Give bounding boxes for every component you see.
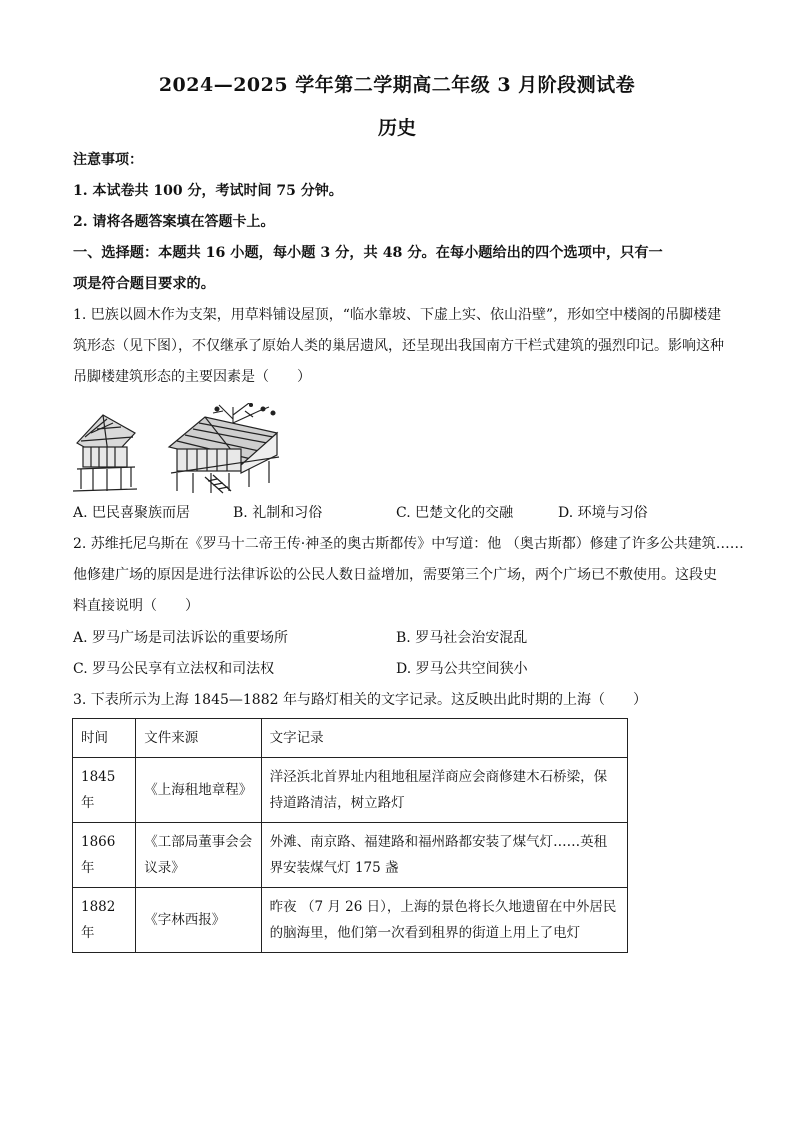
note-item-1: 1. 本试卷共 100 分，考试时间 75 分钟。 [73,183,343,199]
note-item-2: 2. 请将各题答案填在答题卡上。 [73,214,275,230]
table-cell-record: 昨夜 （7 月 26 日），上海的景色将长久地遗留在中外居民的脑海里，他们第一次看到租界的街道上用上了电灯 [261,888,627,953]
q2-stem-line-2: 他修建广场的原因是进行法律诉讼的公民人数日益增加，需要第三个广场，两个广场已不敷使用。这段史 [73,567,717,583]
q1-stem-line-3: 吊脚楼建筑形态的主要因素是（ ） [73,369,311,385]
exam-subject: 历史 [377,117,416,139]
q3-stem: 3. 下表所示为上海 1845—1882 年与路灯相关的文字记录。这反映出此时期的上海（ ） [73,692,647,708]
table-cell-source: 《工部局董事会会议录》 [136,823,261,888]
q1-option-d[interactable]: D. 环境与习俗 [558,505,648,521]
streetlight-records-table [72,718,628,953]
q1-stem-line-2: 筑形态（见下图），不仅继承了原始人类的巢居遗风，还呈现出我国南方干栏式建筑的强烈印记。影响这种 [73,338,724,354]
exam-title: 2024—2025 学年第二学期高二年级 3 月阶段测试卷 [158,74,636,96]
table-row [73,823,628,888]
table-cell-time: 1882 年 [73,888,136,953]
q2-stem-line-3: 料直接说明（ ） [73,598,199,614]
q2-option-b[interactable]: B. 罗马社会治安混乱 [396,630,528,646]
q1-option-b[interactable]: B. 礼制和习俗 [233,505,323,521]
q1-stem-line-1: 1. 巴族以圆木作为支架，用草料铺设屋顶，“临水靠坡、下虚上实、依山沿壁”，形如空中楼阁的吊脚楼建 [73,307,722,323]
table-cell-time: 1845 年 [73,758,136,823]
q2-option-c[interactable]: C. 罗马公民享有立法权和司法权 [73,661,275,677]
notes-heading: 注意事项： [73,152,143,168]
table-cell-record: 洋泾浜北首界址内租地租屋洋商应会商修建木石桥梁，保持道路清洁，树立路灯 [261,758,627,823]
table-cell-record: 外滩、南京路、福建路和福州路都安装了煤气灯……英租界安装煤气灯 175 盏 [261,823,627,888]
table-header-time: 时间 [73,719,136,758]
q2-stem-line-1: 2. 苏维托尼乌斯在《罗马十二帝王传·神圣的奥古斯都传》中写道：他 （奥古斯都）修建了许多公共建筑…… [73,536,744,552]
q2-option-d[interactable]: D. 罗马公共空间狭小 [396,661,528,677]
table-header-source: 文件来源 [136,719,261,758]
section-1-instructions-line-2: 项是符合题目要求的。 [73,276,215,292]
table-cell-time: 1866 年 [73,823,136,888]
table-cell-source: 《字林西报》 [136,888,261,953]
section-1-instructions-line-1: 一、选择题：本题共 16 小题，每小题 3 分，共 48 分。在每小题给出的四个选项中，只有一 [73,245,663,261]
q2-option-a[interactable]: A. 罗马广场是司法诉讼的重要场所 [73,630,289,646]
q1-option-c[interactable]: C. 巴楚文化的交融 [396,505,514,521]
table-header-record: 文字记录 [261,719,627,758]
stilt-house-illustration [73,403,288,495]
table-header-row [73,719,628,758]
table-row [73,888,628,953]
table-row [73,758,628,823]
table-cell-source: 《上海租地章程》 [136,758,261,823]
q1-option-a[interactable]: A. 巴民喜聚族而居 [73,505,191,521]
